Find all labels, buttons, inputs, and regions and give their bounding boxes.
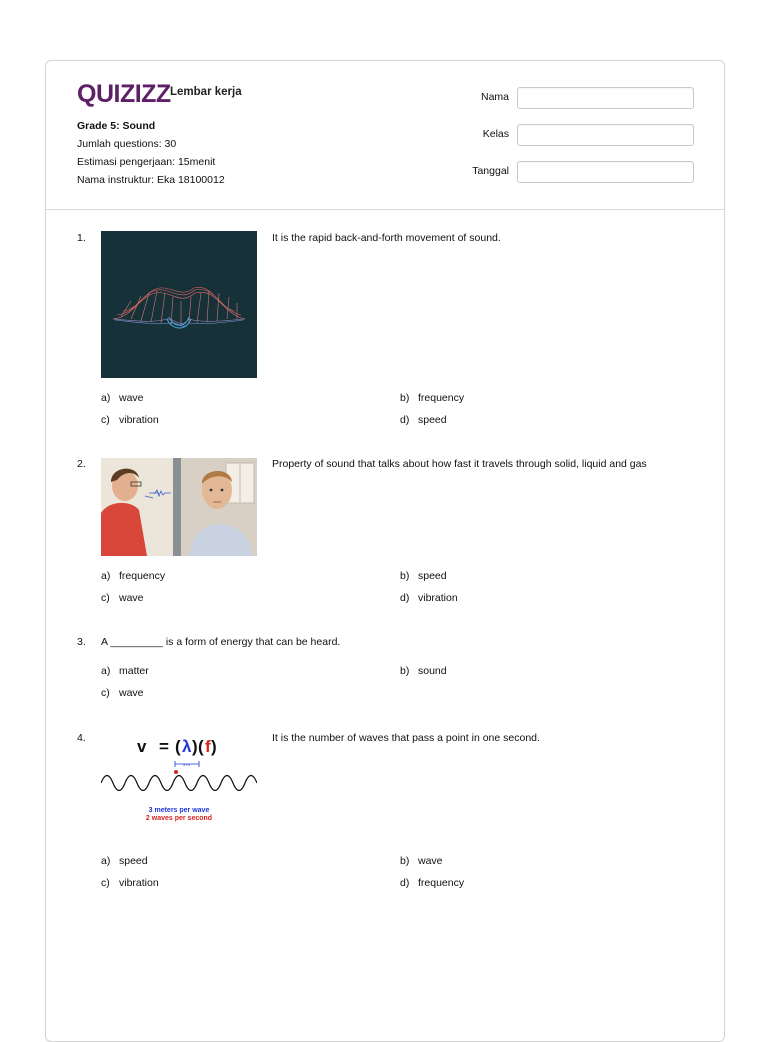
worksheet [45, 60, 725, 1042]
meters-per-wave: 3 meters per wave [148, 807, 210, 814]
option-text: wave [119, 392, 144, 404]
instructor-name: Nama instruktur: Eka 18100012 [77, 174, 225, 186]
option-text: vibration [119, 877, 159, 889]
option-letter: a) [101, 392, 111, 404]
option-a[interactable] [101, 855, 148, 867]
option-b[interactable] [400, 855, 443, 867]
question-number: 1. [77, 232, 86, 244]
waves-per-second: 2 waves per second [145, 815, 213, 822]
formula-f: f [205, 737, 211, 756]
worksheet-header [46, 61, 724, 210]
option-c[interactable] [101, 414, 159, 426]
option-c[interactable] [101, 877, 159, 889]
option-a[interactable] [101, 392, 144, 404]
option-letter: d) [400, 414, 410, 426]
option-c[interactable] [101, 687, 144, 699]
option-text: frequency [418, 877, 465, 889]
estimated-time: Estimasi pengerjaan: 15menit [77, 156, 216, 168]
formula-paren: ( [175, 737, 181, 756]
option-letter: b) [400, 665, 410, 677]
class-label: Kelas [482, 128, 509, 140]
formula-v: v [137, 737, 147, 756]
formula-paren: ) [192, 737, 198, 756]
wave-formula-image [101, 727, 257, 837]
formula-paren: ( [198, 737, 204, 756]
option-letter: d) [400, 592, 410, 604]
name-field[interactable] [517, 87, 694, 109]
formula-equals: = [159, 737, 169, 756]
quizizz-logo: QUIZIZZ [77, 80, 171, 108]
question-text: It is the rapid back-and-forth movement of sound. [272, 232, 501, 244]
formula-lambda: λ [182, 737, 192, 756]
option-letter: a) [101, 665, 111, 677]
option-text: frequency [418, 392, 465, 404]
option-text: frequency [119, 570, 166, 582]
name-label: Nama [480, 91, 509, 103]
wave-mesh-image [101, 231, 257, 378]
option-letter: d) [400, 877, 410, 889]
option-a[interactable] [101, 570, 165, 582]
question-text: It is the number of waves that pass a point in one second. [272, 732, 540, 744]
option-text: speed [418, 414, 447, 426]
date-field[interactable] [517, 161, 694, 183]
wavelength-label: 3 m [183, 762, 190, 767]
grade-title: Grade 5: Sound [77, 120, 156, 132]
question-text: Property of sound that talks about how fast it travels through solid, liquid and gas [272, 458, 647, 470]
formula-paren: ) [211, 737, 217, 756]
option-letter: b) [400, 570, 410, 582]
option-letter: a) [101, 855, 111, 867]
option-text: vibration [119, 414, 159, 426]
option-letter: a) [101, 570, 111, 582]
date-label: Tanggal [472, 165, 509, 177]
worksheet-subtitle: Lembar kerja [170, 86, 242, 98]
question-text: A _________ is a form of energy that can be heard. [101, 636, 341, 648]
option-b[interactable] [400, 392, 464, 404]
people-wall-image [101, 458, 257, 556]
question-number: 2. [77, 458, 86, 470]
option-text: sound [418, 665, 447, 677]
option-text: vibration [418, 592, 458, 604]
class-field[interactable] [517, 124, 694, 146]
option-letter: c) [101, 592, 110, 604]
option-text: wave [119, 687, 144, 699]
option-text: speed [418, 570, 447, 582]
option-letter: b) [400, 855, 410, 867]
option-letter: b) [400, 392, 410, 404]
option-d[interactable] [400, 592, 458, 604]
option-letter: c) [101, 687, 110, 699]
option-a[interactable] [101, 665, 149, 677]
option-text: matter [119, 665, 149, 677]
question-number: 3. [77, 636, 86, 648]
question-number: 4. [77, 732, 86, 744]
option-d[interactable] [400, 877, 464, 889]
option-c[interactable] [101, 592, 144, 604]
option-d[interactable] [400, 414, 447, 426]
option-letter: c) [101, 414, 110, 426]
option-b[interactable] [400, 665, 447, 677]
option-text: speed [119, 855, 148, 867]
option-text: wave [119, 592, 144, 604]
questions-count: Jumlah questions: 30 [77, 138, 177, 150]
option-b[interactable] [400, 570, 447, 582]
option-text: wave [418, 855, 443, 867]
option-letter: c) [101, 877, 110, 889]
